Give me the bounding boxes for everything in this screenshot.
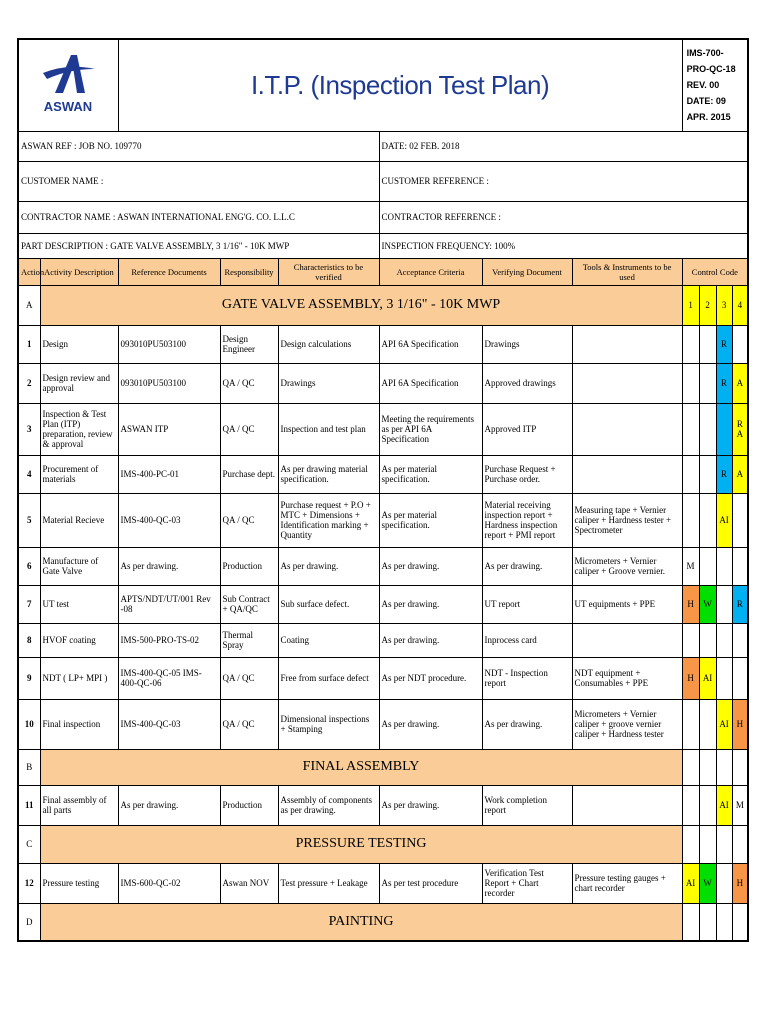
doc-meta [682, 39, 748, 131]
responsibility: QA / QC [220, 699, 278, 749]
col-activity: Activity Description [40, 258, 118, 285]
verifying-document: As per drawing. [482, 547, 572, 585]
control-code-cell [682, 493, 699, 547]
control-code-cell: M [732, 785, 748, 825]
characteristics: Sub surface defect. [278, 585, 379, 623]
section-letter: D [18, 903, 40, 941]
control-code-2: 2 [699, 285, 716, 325]
verifying-document: Verification Test Report + Chart recorder [482, 863, 572, 903]
verifying-document: Approved ITP [482, 403, 572, 455]
activity-description: Inspection & Test Plan (ITP) preparation, review & approval [40, 403, 118, 455]
responsibility: Production [220, 785, 278, 825]
contractor-reference: CONTRACTOR REFERENCE : [379, 201, 748, 233]
control-code-cell [682, 699, 699, 749]
tools-instruments [572, 623, 682, 657]
characteristics: Design calculations [278, 325, 379, 363]
control-code-cell [732, 325, 748, 363]
tools-instruments: Micrometers + Vernier caliper + groove vernier caliper + Hardness tester [572, 699, 682, 749]
responsibility: QA / QC [220, 403, 278, 455]
reference-documents: 093010PU503100 [118, 325, 220, 363]
table-row [18, 403, 748, 455]
reference-documents: IMS-400-PC-01 [118, 455, 220, 493]
inspection-frequency: INSPECTION FREQUENCY: 100% [379, 233, 748, 258]
acceptance-criteria: As per drawing. [379, 547, 482, 585]
control-code-cell [682, 403, 699, 455]
control-code-cell: R [732, 585, 748, 623]
control-code-cell [699, 493, 716, 547]
control-code-cell: AI [716, 785, 732, 825]
acceptance-criteria: As per material specification. [379, 493, 482, 547]
control-code-cell [732, 493, 748, 547]
control-code-cell: H [732, 863, 748, 903]
section-letter: C [18, 825, 40, 863]
characteristics: As per drawing. [278, 547, 379, 585]
control-code-cell [699, 455, 716, 493]
customer-reference: CUSTOMER REFERENCE : [379, 161, 748, 201]
activity-description: HVOF coating [40, 623, 118, 657]
control-code-cell: AI [682, 863, 699, 903]
activity-description: Procurement of materials [40, 455, 118, 493]
activity-description: Final assembly of all parts [40, 785, 118, 825]
verifying-document: Material receiving inspection report + Hardness inspection report + PMI report [482, 493, 572, 547]
page-title: I.T.P. (Inspection Test Plan) [118, 39, 682, 131]
col-action: Action [18, 258, 40, 285]
doc-rev: REV. 00 [686, 80, 720, 91]
doc-date: DATE: 09 APR. 2015 [686, 96, 731, 123]
aswan-ref: ASWAN REF : JOB NO. 109770 [18, 131, 379, 161]
control-code-4: 4 [732, 285, 748, 325]
control-code-cell: R [716, 455, 732, 493]
doc-number: IMS-700-PRO-QC-18 [686, 48, 736, 75]
table-row [18, 785, 748, 825]
verifying-document: As per drawing. [482, 699, 572, 749]
control-code-cell [682, 623, 699, 657]
section-title: PAINTING [40, 903, 682, 941]
control-code-cell: R [716, 363, 732, 403]
itp-sheet [17, 38, 747, 942]
reference-documents: IMS-400-QC-03 [118, 493, 220, 547]
row-number: 12 [18, 863, 40, 903]
control-code-cell [716, 657, 732, 699]
itp-table [17, 38, 749, 942]
activity-description: UT test [40, 585, 118, 623]
characteristics: Dimensional inspections + Stamping [278, 699, 379, 749]
characteristics: Purchase request + P.O + MTC + Dimensions + Identification marking + Quantity [278, 493, 379, 547]
control-code-cell [716, 403, 732, 455]
control-code-cell [699, 547, 716, 585]
tools-instruments [572, 325, 682, 363]
characteristics: Coating [278, 623, 379, 657]
control-code-cell: R A [732, 403, 748, 455]
table-row [18, 585, 748, 623]
verifying-document: UT report [482, 585, 572, 623]
section-title: FINAL ASSEMBLY [40, 749, 682, 785]
characteristics: Free from surface defect [278, 657, 379, 699]
control-code-cell [716, 863, 732, 903]
characteristics: As per drawing material specification. [278, 455, 379, 493]
reference-documents: 093010PU503100 [118, 363, 220, 403]
control-code-cell: AI [699, 657, 716, 699]
verifying-document: Approved drawings [482, 363, 572, 403]
reference-documents: IMS-600-QC-02 [118, 863, 220, 903]
row-number: 2 [18, 363, 40, 403]
col-responsibility: Responsibility [220, 258, 278, 285]
row-number: 10 [18, 699, 40, 749]
control-code-cell [682, 455, 699, 493]
activity-description: Design [40, 325, 118, 363]
control-code-cell [682, 363, 699, 403]
activity-description: Manufacture of Gate Valve [40, 547, 118, 585]
tools-instruments: Pressure testing gauges + chart recorder [572, 863, 682, 903]
responsibility: QA / QC [220, 363, 278, 403]
tools-instruments: Measuring tape + Vernier caliper + Hardness tester + Spectrometer [572, 493, 682, 547]
tools-instruments [572, 363, 682, 403]
control-code-cell: W [699, 863, 716, 903]
acceptance-criteria: API 6A Specification [379, 363, 482, 403]
control-code-1: 1 [682, 285, 699, 325]
table-row [18, 455, 748, 493]
section-title: GATE VALVE ASSEMBLY, 3 1/16" - 10K MWP [40, 285, 682, 325]
characteristics: Inspection and test plan [278, 403, 379, 455]
col-tools: Tools & Instruments to be used [572, 258, 682, 285]
acceptance-criteria: As per material specification. [379, 455, 482, 493]
control-code-cell: AI [716, 493, 732, 547]
responsibility: Aswan NOV [220, 863, 278, 903]
section-letter: B [18, 749, 40, 785]
contractor-name: CONTRACTOR NAME : ASWAN INTERNATIONAL ENG'G. CO. L.L.C [18, 201, 379, 233]
characteristics: Drawings [278, 363, 379, 403]
table-row [18, 547, 748, 585]
reference-documents: ASWAN ITP [118, 403, 220, 455]
control-code-cell: H [682, 585, 699, 623]
control-code-3: 3 [716, 285, 732, 325]
row-number: 3 [18, 403, 40, 455]
responsibility: QA / QC [220, 657, 278, 699]
row-number: 8 [18, 623, 40, 657]
tools-instruments [572, 455, 682, 493]
responsibility: QA / QC [220, 493, 278, 547]
control-code-cell [699, 403, 716, 455]
control-code-cell [732, 657, 748, 699]
control-code-cell [716, 547, 732, 585]
responsibility: Design Engineer [220, 325, 278, 363]
control-code-cell: A [732, 455, 748, 493]
reference-documents: APTS/NDT/UT/001 Rev -08 [118, 585, 220, 623]
responsibility: Production [220, 547, 278, 585]
reference-documents: IMS-400-QC-03 [118, 699, 220, 749]
control-code-cell [699, 363, 716, 403]
row-number: 7 [18, 585, 40, 623]
info-date: DATE: 02 FEB. 2018 [379, 131, 748, 161]
reference-documents: As per drawing. [118, 785, 220, 825]
responsibility: Thermal Spray [220, 623, 278, 657]
col-reference: Reference Documents [118, 258, 220, 285]
col-acceptance: Acceptance Criteria [379, 258, 482, 285]
responsibility: Purchase dept. [220, 455, 278, 493]
control-code-cell [732, 623, 748, 657]
table-row [18, 623, 748, 657]
characteristics: Test pressure + Leakage [278, 863, 379, 903]
control-code-cell [699, 699, 716, 749]
col-characteristics: Characteristics to be verified [278, 258, 379, 285]
activity-description: NDT ( LP+ MPI ) [40, 657, 118, 699]
tools-instruments [572, 403, 682, 455]
control-code-cell: W [699, 585, 716, 623]
control-code-cell: H [682, 657, 699, 699]
verifying-document: Drawings [482, 325, 572, 363]
acceptance-criteria: As per test procedure [379, 863, 482, 903]
activity-description: Material Recieve [40, 493, 118, 547]
table-row [18, 363, 748, 403]
control-code-cell [682, 785, 699, 825]
control-code-cell [699, 623, 716, 657]
control-code-cell: A [732, 363, 748, 403]
section-title: PRESSURE TESTING [40, 825, 682, 863]
logo-text: ASWAN [44, 99, 93, 115]
row-number: 6 [18, 547, 40, 585]
reference-documents: As per drawing. [118, 547, 220, 585]
col-control-code: Control Code [682, 258, 748, 285]
verifying-document: Inprocess card [482, 623, 572, 657]
table-row [18, 325, 748, 363]
row-number: 11 [18, 785, 40, 825]
acceptance-criteria: As per drawing. [379, 585, 482, 623]
activity-description: Design review and approval [40, 363, 118, 403]
control-code-cell [699, 325, 716, 363]
part-description: PART DESCRIPTION : GATE VALVE ASSEMBLY, 3 1/16" - 10K MWP [18, 233, 379, 258]
tools-instruments: NDT equipment + Consumables + PPE [572, 657, 682, 699]
verifying-document: Work completion report [482, 785, 572, 825]
characteristics: Assembly of components as per drawing. [278, 785, 379, 825]
control-code-cell [699, 785, 716, 825]
control-code-cell [716, 623, 732, 657]
responsibility: Sub Contract + QA/QC [220, 585, 278, 623]
aswan-logo-icon [33, 49, 103, 119]
reference-documents: IMS-400-QC-05 IMS-400-QC-06 [118, 657, 220, 699]
tools-instruments: UT equipments + PPE [572, 585, 682, 623]
row-number: 1 [18, 325, 40, 363]
control-code-cell: R [716, 325, 732, 363]
reference-documents: IMS-500-PRO-TS-02 [118, 623, 220, 657]
section-letter: A [18, 285, 40, 325]
acceptance-criteria: As per drawing. [379, 699, 482, 749]
control-code-cell: AI [716, 699, 732, 749]
table-row [18, 699, 748, 749]
acceptance-criteria: As per drawing. [379, 785, 482, 825]
acceptance-criteria: As per drawing. [379, 623, 482, 657]
control-code-cell [716, 585, 732, 623]
activity-description: Final inspection [40, 699, 118, 749]
table-row [18, 657, 748, 699]
activity-description: Pressure testing [40, 863, 118, 903]
acceptance-criteria: Meeting the requirements as per API 6A Specification [379, 403, 482, 455]
row-number: 4 [18, 455, 40, 493]
verifying-document: Purchase Request + Purchase order. [482, 455, 572, 493]
row-number: 9 [18, 657, 40, 699]
tools-instruments: Micrometers + Vernier caliper + Groove vernier. [572, 547, 682, 585]
table-row [18, 493, 748, 547]
verifying-document: NDT - Inspection report [482, 657, 572, 699]
col-verifying: Verifying Document [482, 258, 572, 285]
logo-cell [18, 39, 118, 131]
customer-name: CUSTOMER NAME : [18, 161, 379, 201]
table-row [18, 863, 748, 903]
control-code-cell: M [682, 547, 699, 585]
control-code-cell [732, 547, 748, 585]
acceptance-criteria: As per NDT procedure. [379, 657, 482, 699]
control-code-cell: H [732, 699, 748, 749]
acceptance-criteria: API 6A Specification [379, 325, 482, 363]
tools-instruments [572, 785, 682, 825]
control-code-cell [682, 325, 699, 363]
row-number: 5 [18, 493, 40, 547]
